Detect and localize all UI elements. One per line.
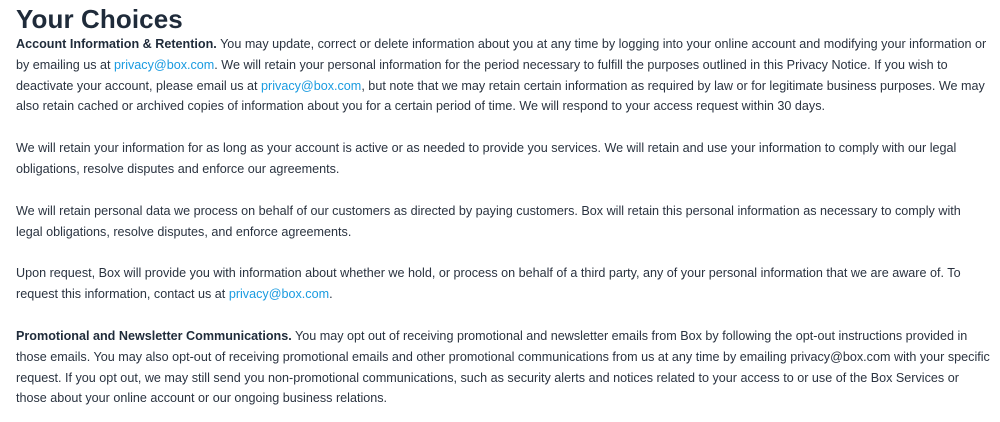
- account-retention-label: Account Information & Retention.: [16, 37, 217, 51]
- account-retention-text-3: , but note that we may retain certain information as required by law or for legitimate business purposes. We may also retain cached or archived copies of information about you for a certain period of time. We will respond to your access request within 30 days.: [16, 78, 985, 114]
- privacy-email-link-3[interactable]: privacy@box.com: [228, 287, 330, 302]
- privacy-email-link-1[interactable]: privacy@box.com: [114, 57, 215, 72]
- account-retention-text-2: . We will retain your personal information for the period necessary to fulfill the purposes outlined in this Privacy Notice. If you wish to deactivate your account, please email us at: [16, 57, 948, 93]
- promotional-paragraph: [16, 326, 990, 409]
- paragraph-spacer: [16, 180, 990, 201]
- paragraph-spacer: [16, 305, 990, 326]
- account-retention-text-1: You may update, correct or delete information about you at any time by logging into your online account and modifying your information or by emailing us at: [16, 37, 987, 72]
- account-retention-paragraph: [16, 34, 990, 117]
- promotional-label: Promotional and Newsletter Communications.: [16, 328, 292, 343]
- privacy-email-link-2[interactable]: privacy@box.com: [261, 78, 362, 93]
- access-request-text-2: .: [329, 287, 333, 302]
- page-title: Your Choices: [16, 4, 183, 34]
- promotional-text: You may opt out of receiving promotional and newsletter emails from Box by following the opt-out instructions provided in those emails. You may also opt-out of receiving promotional emails and other promotional communications from us at any time by emailing privacy@box.com with your specific request. If you opt out, we may still send you non-promotional communications, such as security alerts and notices related to your access to or use of the Box Services or those about your online account or our ongoing business relations.: [16, 328, 990, 406]
- paragraph-spacer: [16, 242, 990, 263]
- paragraph-spacer: [16, 117, 990, 138]
- retain-active-paragraph: We will retain your information for as long as your account is active or as needed to provide you services. We will retain and use your information to comply with our legal obligations, resolve disputes and enforce our agreements.: [16, 141, 957, 176]
- retain-customers-paragraph: We will retain personal data we process on behalf of our customers as directed by paying customers. Box will retain this personal information as necessary to comply with legal obligations, resolve disputes, and enforce agreements.: [16, 203, 961, 239]
- access-request-paragraph: [16, 263, 990, 305]
- access-request-text-1: Upon request, Box will provide you with information about whether we hold, or process on behalf of a third party, any of your personal information that we are aware of. To request this information, contact us at: [16, 266, 961, 302]
